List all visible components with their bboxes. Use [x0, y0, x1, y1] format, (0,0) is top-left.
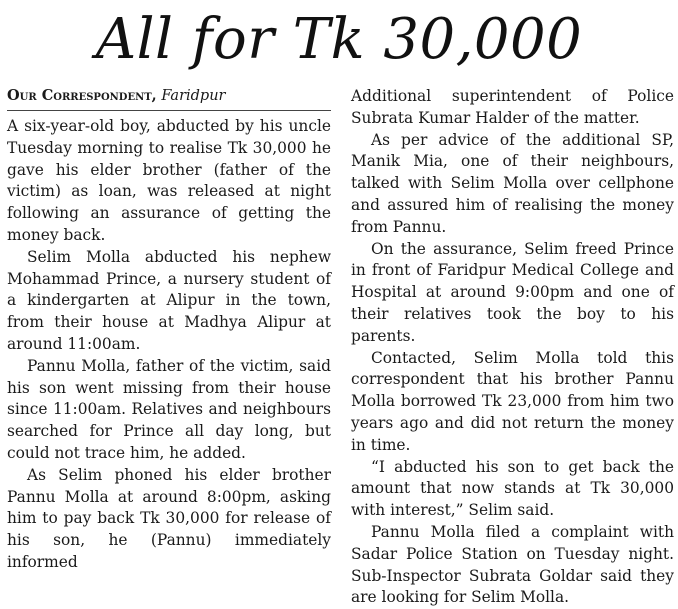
article-paragraph: “I abducted his son to get back the amount that now stands at Tk 30,000 with interest,” Selim said. — [351, 457, 674, 520]
article-paragraph: Contacted, Selim Molla told this correspondent that his brother Pannu Molla borrowed Tk 23,000 from him two years ago and did not return the money in time. — [351, 348, 674, 454]
article-paragraph: Selim Molla abducted his nephew Mohammad Prince, a nursery student of a kindergarten at Alipur in the town, from their house at Madhya Alipur at around 11:00am. — [7, 247, 331, 353]
article-paragraph: A six-year-old boy, abducted by his uncle Tuesday morning to realise Tk 30,000 he gave his elder brother (father of the victim) as loan, was released at night following an assurance of getting the money back. — [7, 117, 331, 244]
article-paragraph: As per advice of the additional SP, Manik Mia, one of their neighbours, talked with Selim Molla over cellphone and assured him of realising the money from Pannu. — [351, 130, 674, 236]
article-column-left — [7, 86, 331, 574]
article-paragraph: Pannu Molla filed a complaint with Sadar Police Station on Tuesday night. Sub-Inspector Subrata Goldar said they are looking for Selim Molla. — [351, 522, 674, 607]
byline-place: Faridpur — [161, 88, 226, 104]
article-paragraph: Pannu Molla, father of the victim, said his son went missing from their house since 11:00am. Relatives and neighbours searched for Prince all day long, but could not trace him, he added. — [7, 356, 331, 462]
article-paragraph: Additional superintendent of Police Subrata Kumar Halder of the matter. — [351, 87, 674, 127]
headline: All for Tk 30,000 — [95, 7, 583, 72]
byline-author: Our Correspondent, — [7, 87, 157, 104]
byline — [7, 86, 331, 111]
article-paragraph: On the assurance, Selim freed Prince in front of Faridpur Medical College and Hospital at around 9:00pm and one of their relatives took the boy to his parents. — [351, 239, 674, 345]
article-paragraph: As Selim phoned his elder brother Pannu Molla at around 8:00pm, asking him to pay back Tk 30,000 for release of his son, he (Pannu) immediately informed — [7, 465, 331, 571]
